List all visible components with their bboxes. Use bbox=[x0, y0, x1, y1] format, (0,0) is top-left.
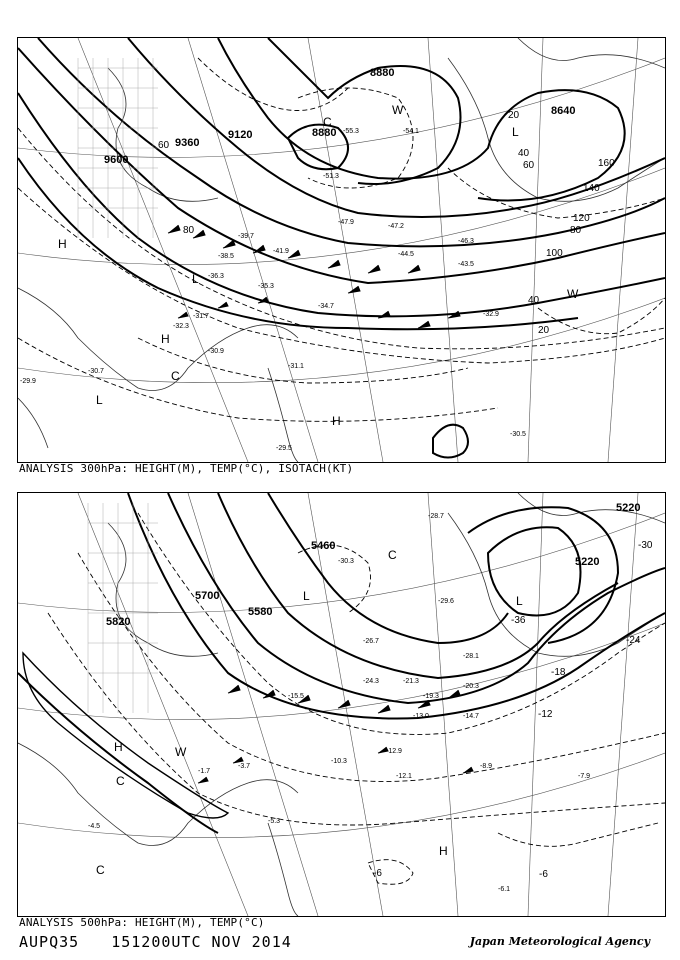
temp-label: -54.1 bbox=[403, 128, 419, 135]
isotach-label: 120 bbox=[573, 213, 590, 224]
isotach-label: 60 bbox=[523, 160, 535, 171]
station-label: -13.0 bbox=[413, 713, 429, 720]
temp-label: -34.7 bbox=[318, 303, 334, 310]
station-label: -24.3 bbox=[363, 678, 379, 685]
temp-label: -51.3 bbox=[323, 173, 339, 180]
temp-label: -46.3 bbox=[458, 238, 474, 245]
temp-label: -18 bbox=[551, 667, 566, 678]
cold-center: C bbox=[116, 774, 125, 788]
station-label: -6.1 bbox=[498, 886, 511, 893]
high-center: H bbox=[161, 332, 170, 346]
cold-center: C bbox=[96, 863, 105, 877]
isotach-label: 20 bbox=[508, 110, 520, 121]
station-label: -7.9 bbox=[578, 773, 591, 780]
isotach-label: 160 bbox=[598, 158, 615, 169]
temp-label: -24 bbox=[626, 635, 641, 646]
height-label: 5580 bbox=[248, 606, 273, 618]
chart-500hpa bbox=[17, 492, 666, 917]
temp-label: -12 bbox=[538, 709, 553, 720]
station-label: -28.7 bbox=[428, 513, 444, 520]
warm-center: W bbox=[392, 103, 404, 117]
station-label: -12.1 bbox=[396, 773, 412, 780]
chart-500hpa-map bbox=[18, 493, 665, 916]
low-center: L bbox=[192, 272, 199, 286]
product-code: AUPQ35 bbox=[19, 933, 80, 951]
station-label: -3.7 bbox=[238, 763, 251, 770]
isotach-label: 40 bbox=[518, 148, 530, 159]
station-label: -26.7 bbox=[363, 638, 379, 645]
station-label: -5.3 bbox=[268, 818, 281, 825]
temp-label: -36 bbox=[511, 615, 526, 626]
station-label: -12.9 bbox=[386, 748, 402, 755]
coastline bbox=[18, 493, 665, 916]
agency-name: Japan Meteorological Agency bbox=[469, 935, 650, 948]
temp-label: -39.7 bbox=[238, 233, 254, 240]
height-label: 9120 bbox=[228, 129, 253, 141]
hatch-region bbox=[88, 503, 158, 713]
isotach-label: 80 bbox=[570, 225, 582, 236]
temp-label: -6 bbox=[539, 869, 548, 880]
station-label: -30.3 bbox=[338, 558, 354, 565]
station-label: -4.5 bbox=[88, 823, 101, 830]
height-label: 9360 bbox=[175, 137, 200, 149]
temp-label: -47.2 bbox=[388, 223, 404, 230]
station-label: -1.7 bbox=[198, 768, 211, 775]
pressure-centers bbox=[58, 103, 579, 428]
temp-label: -30.9 bbox=[208, 348, 224, 355]
height-label: 5220 bbox=[616, 502, 641, 514]
isotach-label: 80 bbox=[183, 225, 195, 236]
cold-center: C bbox=[323, 115, 332, 129]
height-label: 8880 bbox=[312, 127, 337, 139]
isotherms bbox=[48, 513, 665, 884]
chart-300hpa bbox=[17, 37, 666, 463]
low-center: L bbox=[512, 125, 519, 139]
temp-label: -29.5 bbox=[276, 445, 292, 452]
isotach-label: 40 bbox=[528, 295, 540, 306]
station-label: -21.3 bbox=[403, 678, 419, 685]
high-center: H bbox=[58, 237, 67, 251]
station-label: -20.3 bbox=[463, 683, 479, 690]
temp-label: -47.9 bbox=[338, 219, 354, 226]
temp-label: -35.3 bbox=[258, 283, 274, 290]
graticule bbox=[18, 493, 665, 916]
station-label: -15.5 bbox=[288, 693, 304, 700]
temp-label: -55.3 bbox=[343, 128, 359, 135]
isotach-label: 60 bbox=[158, 140, 170, 151]
temp-label: -43.5 bbox=[458, 261, 474, 268]
station-label: -8.9 bbox=[480, 763, 493, 770]
high-center: H bbox=[114, 740, 123, 754]
station-label: -14.7 bbox=[463, 713, 479, 720]
temp-label: -41.9 bbox=[273, 248, 289, 255]
isotach-label: 100 bbox=[546, 248, 563, 259]
temp-label: -36.3 bbox=[208, 273, 224, 280]
high-center: H bbox=[332, 414, 341, 428]
closed-contour bbox=[433, 425, 468, 458]
cold-center: C bbox=[171, 369, 180, 383]
valid-time: 151200UTC NOV 2014 bbox=[111, 933, 292, 951]
low-center: L bbox=[96, 393, 103, 407]
height-label: 5820 bbox=[106, 616, 131, 628]
chart-300hpa-caption: ANALYSIS 300hPa: HEIGHT(M), TEMP(°C), ISOTACH(KT) bbox=[19, 462, 354, 475]
station-labels bbox=[88, 513, 590, 893]
chart-300hpa-map bbox=[18, 38, 665, 462]
height-label: 5700 bbox=[195, 590, 220, 602]
temp-label: -32.3 bbox=[173, 323, 189, 330]
station-label: -19.3 bbox=[423, 693, 439, 700]
temp-label: -38.5 bbox=[218, 253, 234, 260]
station-label: -28.1 bbox=[463, 653, 479, 660]
cold-center: C bbox=[388, 548, 397, 562]
warm-center: W bbox=[567, 287, 579, 301]
height-contours bbox=[18, 38, 665, 329]
hatch-region bbox=[78, 58, 158, 238]
warm-center: W bbox=[175, 745, 187, 759]
height-label: 9600 bbox=[104, 154, 129, 166]
height-label: 8640 bbox=[551, 105, 576, 117]
temp-label: -6 bbox=[373, 868, 382, 879]
isotach-label: 20 bbox=[538, 325, 550, 336]
chart-500hpa-caption: ANALYSIS 500hPa: HEIGHT(M), TEMP(°C) bbox=[19, 916, 265, 929]
isotach-label: 140 bbox=[583, 183, 600, 194]
coastline bbox=[18, 38, 665, 462]
temp-label: -32.9 bbox=[483, 311, 499, 318]
temp-label: -29.9 bbox=[20, 378, 36, 385]
temp-label: -30 bbox=[638, 540, 653, 551]
low-center: L bbox=[303, 589, 310, 603]
temp-label: -31.7 bbox=[193, 313, 209, 320]
temp-label: -30.7 bbox=[88, 368, 104, 375]
height-label: 5460 bbox=[311, 540, 336, 552]
temp-label: -30.5 bbox=[510, 431, 526, 438]
temp-label: -31.1 bbox=[288, 363, 304, 370]
station-label: -10.3 bbox=[331, 758, 347, 765]
station-label: -29.6 bbox=[438, 598, 454, 605]
height-label: 8880 bbox=[370, 67, 395, 79]
closed-contour bbox=[23, 653, 228, 818]
high-center: H bbox=[439, 844, 448, 858]
low-center: L bbox=[516, 594, 523, 608]
graticule bbox=[18, 38, 665, 462]
temp-label: -44.5 bbox=[398, 251, 414, 258]
height-label: 5220 bbox=[575, 556, 600, 568]
chart-identifier bbox=[19, 933, 314, 951]
